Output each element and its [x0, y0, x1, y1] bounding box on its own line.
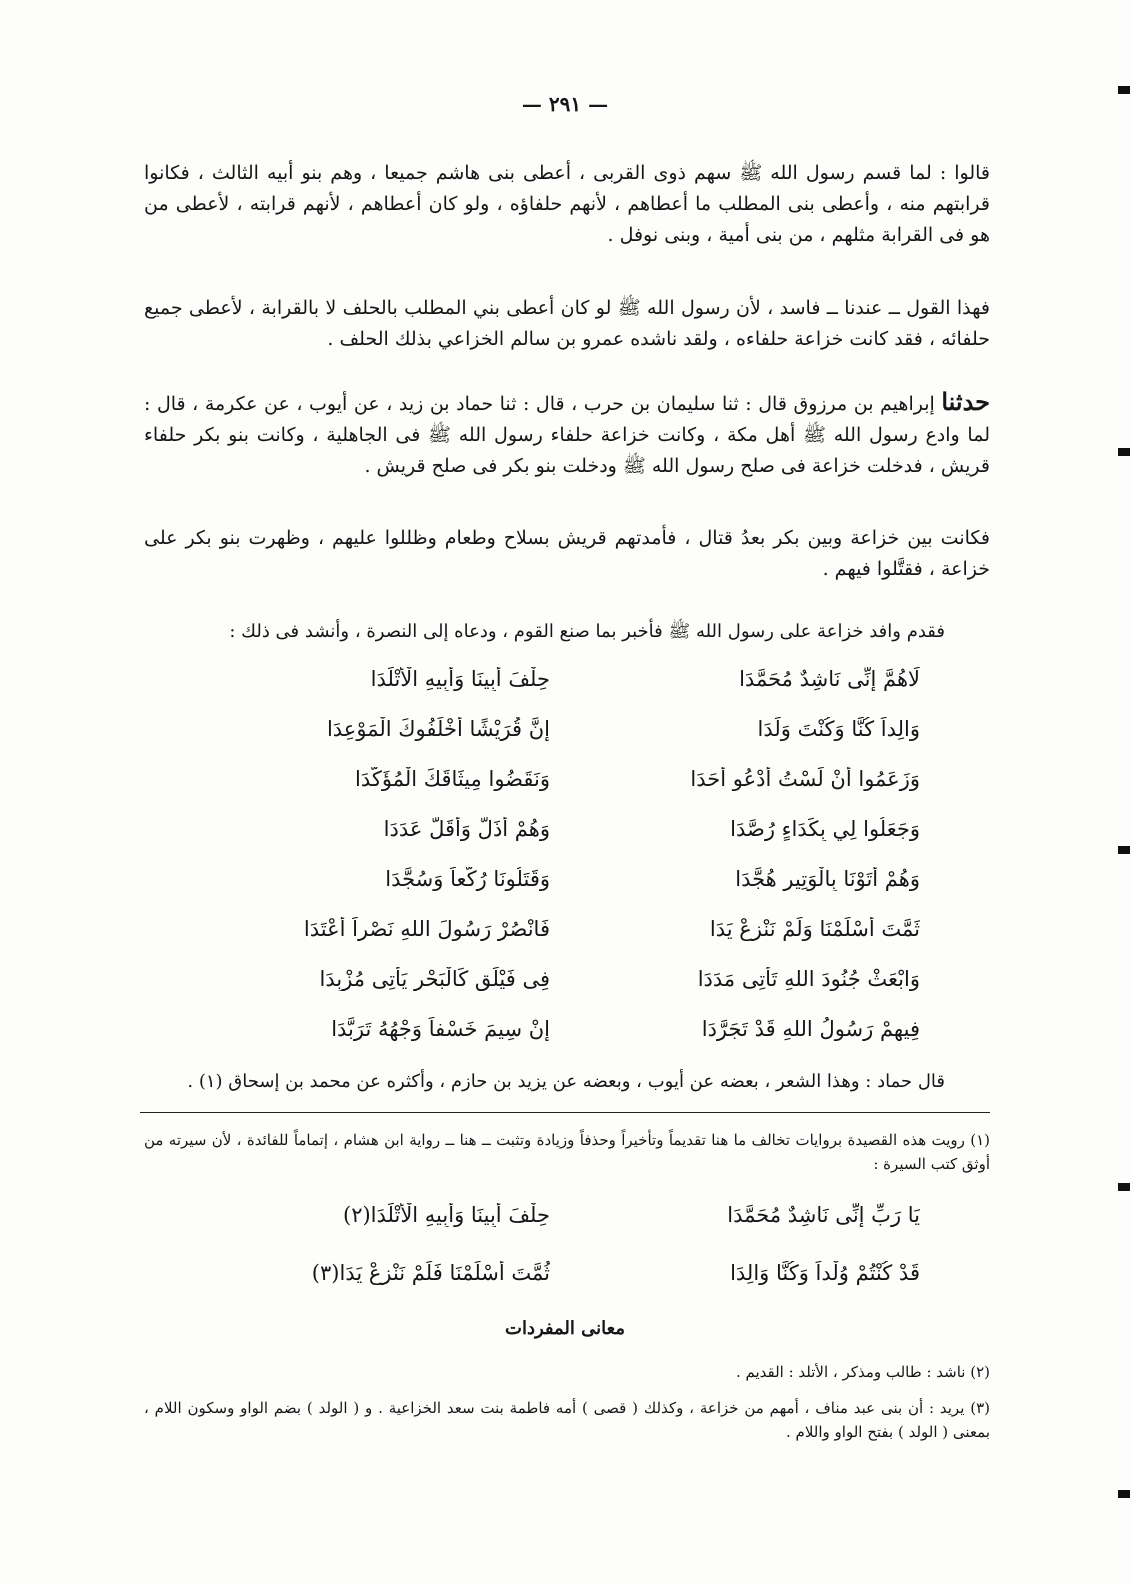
verse-second-hemistich: فَانْصُرْ رَسُولَ اللهِ نَصْراً أَعْتَدَا: [303, 917, 550, 941]
poem-verse: [220, 1186, 920, 1244]
verse-second-hemistich: وَهُمْ أَذَلُّ وَأَقَلُّ عَدَدَا: [383, 817, 550, 841]
scan-edge-mark: [1118, 448, 1130, 456]
verse-first-hemistich: لَاهُمَّ إِنِّى نَاشِدٌ مُحَمَّدَا: [739, 667, 920, 691]
verse-second-hemistich: حِلْفَ أَبِينَا وَأَبِيهِ الْأَتْلَدَا(٢): [342, 1203, 550, 1227]
footnote-1: (١) رويت هذه القصيدة بروايات تخالف ما هنا تقديماً وتأخيراً وحذفاً وزيادة وتثبت ــ هنا ــ رواية ابن هشام ، إتماماً للفائدة ، لأن سيرته من أوثق كتب السيرة :: [144, 1131, 990, 1173]
paragraph-4: [144, 523, 990, 585]
scan-edge-mark: [1118, 1183, 1130, 1191]
verse-second-hemistich: إِنْ سِيمَ خَسْفاً وَجْهُهُ تَرَبَّدَا: [331, 1017, 550, 1041]
poem-verse: [220, 804, 920, 854]
footnote-2: (٢) ناشد : طالب ومذكر ، الأتلد : القديم .: [735, 1363, 990, 1381]
verse-second-hemistich: فِى فَيْلَقٍ كَالْبَحْرِ يَأْتِى مُزْبِدَا: [319, 967, 550, 991]
paragraph-1: [144, 158, 990, 251]
poem-verse: [220, 754, 920, 804]
poem-verse: [220, 854, 920, 904]
poem-verse: [220, 954, 920, 1004]
hadith-lead-word: حدثنا: [941, 387, 990, 416]
poem-verse: [220, 904, 920, 954]
verse-second-hemistich: حِلْفَ أَبِينَا وَأَبِيهِ الْأَتْلَدَا: [370, 667, 550, 691]
poem: [220, 654, 920, 1054]
verse-first-hemistich: وَجَعَلُوا لِي بِكَدَاءٍ رُصَّدَا: [730, 817, 920, 841]
footnote-divider: [140, 1112, 990, 1113]
poem-verse: [220, 654, 920, 704]
scan-edge-mark: [1118, 86, 1130, 94]
verse-first-hemistich: فِيهِمْ رَسُولُ اللهِ قَدْ تَجَرَّدَا: [701, 1017, 920, 1041]
poem-verse: [220, 1004, 920, 1054]
verse-first-hemistich: ثَمَّتَ أَسْلَمْنَا وَلَمْ نَنْزِعْ يَدَا: [709, 917, 920, 941]
poem-verse: [220, 1244, 920, 1302]
paragraph-3-text: إبراهيم بن مرزوق قال : ثنا سليمان بن حرب ، قال : ثنا حماد بن زيد ، عن أيوب ، عن عكرمة ، قال : لما وادع رسول الله ﷺ أهل مكة ، وكانت خزاعة حلفاء رسول الله ﷺ فى الجاهلية ، وكانت بنو بكر حلفاء قريش ، فدخلت خزاعة فى صلح رسول الله ﷺ ودخلت بنو بكر فى صلح قريش .: [144, 393, 990, 477]
paragraph-3: [144, 386, 990, 482]
verse-second-hemistich: ثُمَّتَ أَسْلَمْنَا فَلَمْ نَنْزِعْ يَدَا(٣): [311, 1261, 550, 1285]
vocab-heading: معانى المفردات: [505, 1318, 625, 1339]
paragraph-1-text: قالوا : لما قسم رسول الله ﷺ سهم ذوى القربى ، أعطى بنى هاشم جميعا ، وهم بنو أبيه الثالث ، فكانوا قرابتهم منه ، وأعطى بنى المطلب ما أعطاهم ، لأنهم حلفاؤه ، ولو كان أعطاهم ، لأنهم قرابته ، لأعطى من هو فى القرابة مثلهم ، من بنى أمية ، وبنى نوفل .: [144, 162, 990, 246]
poem-intro: فقدم وافد خزاعة على رسول الله ﷺ فأخبر بما صنع القوم ، ودعاه إلى النصرة ، وأنشد فى ذلك :: [229, 621, 945, 642]
scan-edge-mark: [1118, 1490, 1130, 1498]
footnote-3: (٣) يريد : أن بنى عبد مناف ، أمهم من خزاعة ، وكذلك ( قصى ) أمه فاطمة بنت سعد الخزاعية . و ( الولد ) بضم الواو وسكون اللام ، بمعنى ( الولد ) بفتح الواو واللام .: [144, 1399, 990, 1441]
paragraph-4-text: فكانت بين خزاعة وبين بكر بعدُ قتال ، فأمدتهم قريش بسلاح وطعام وظللوا عليهم ، وظهرت بنو بكر على خزاعة ، فقتَّلوا فيهم .: [144, 527, 990, 580]
verse-first-hemistich: وَابْعَثْ جُنُودَ اللهِ تَأْتِى مَدَدَا: [697, 967, 920, 991]
verse-first-hemistich: وَزَعَمُوا أَنْ لَسْتُ أَدْعُو أَحَدَا: [690, 767, 920, 791]
poem-verse: [220, 704, 920, 754]
page-number: — ٢٩١ —: [521, 92, 609, 116]
verse-second-hemistich: وَقَتَلُونَا رُكَّعاً وَسُجَّدَا: [385, 867, 550, 891]
verse-first-hemistich: يَا رَبِّ إِنِّى نَاشِدٌ مُحَمَّدَا: [727, 1203, 920, 1227]
verse-first-hemistich: وَالِداً كُنَّا وَكُنْتَ وَلَدَا: [757, 717, 920, 741]
verse-second-hemistich: وَنَقَضُوا مِيثَاقَكَ الْمُؤَكَّدَا: [355, 767, 550, 791]
paragraph-2-text: فهذا القول ــ عندنا ــ فاسد ، لأن رسول الله ﷺ لو كان أعطى بني المطلب بالحلف لا بالقرابة ، لأعطى جميع حلفائه ، فقد كانت خزاعة حلفاءه ، ولقد ناشده عمرو بن سالم الخزاعي بذلك الحلف .: [144, 297, 990, 350]
poem-closing: قال حماد : وهذا الشعر ، بعضه عن أيوب ، وبعضه عن يزيد بن حازم ، وأكثره عن محمد بن إسحاق (١) .: [187, 1071, 945, 1092]
verse-second-hemistich: إِنَّ قُرَيْشًا أَخْلَفُوكَ الْمَوْعِدَا: [326, 717, 550, 741]
verse-first-hemistich: وَهُمْ أَتَوْنَا بِالْوَتِيرِ هُجَّدَا: [735, 867, 920, 891]
footnote-poem: [220, 1186, 920, 1302]
scan-edge-mark: [1118, 846, 1130, 854]
paragraph-2: [144, 293, 990, 355]
verse-first-hemistich: قَدْ كُنْتُمْ وُلْداً وَكُنَّا وَالِدَا: [730, 1261, 920, 1285]
